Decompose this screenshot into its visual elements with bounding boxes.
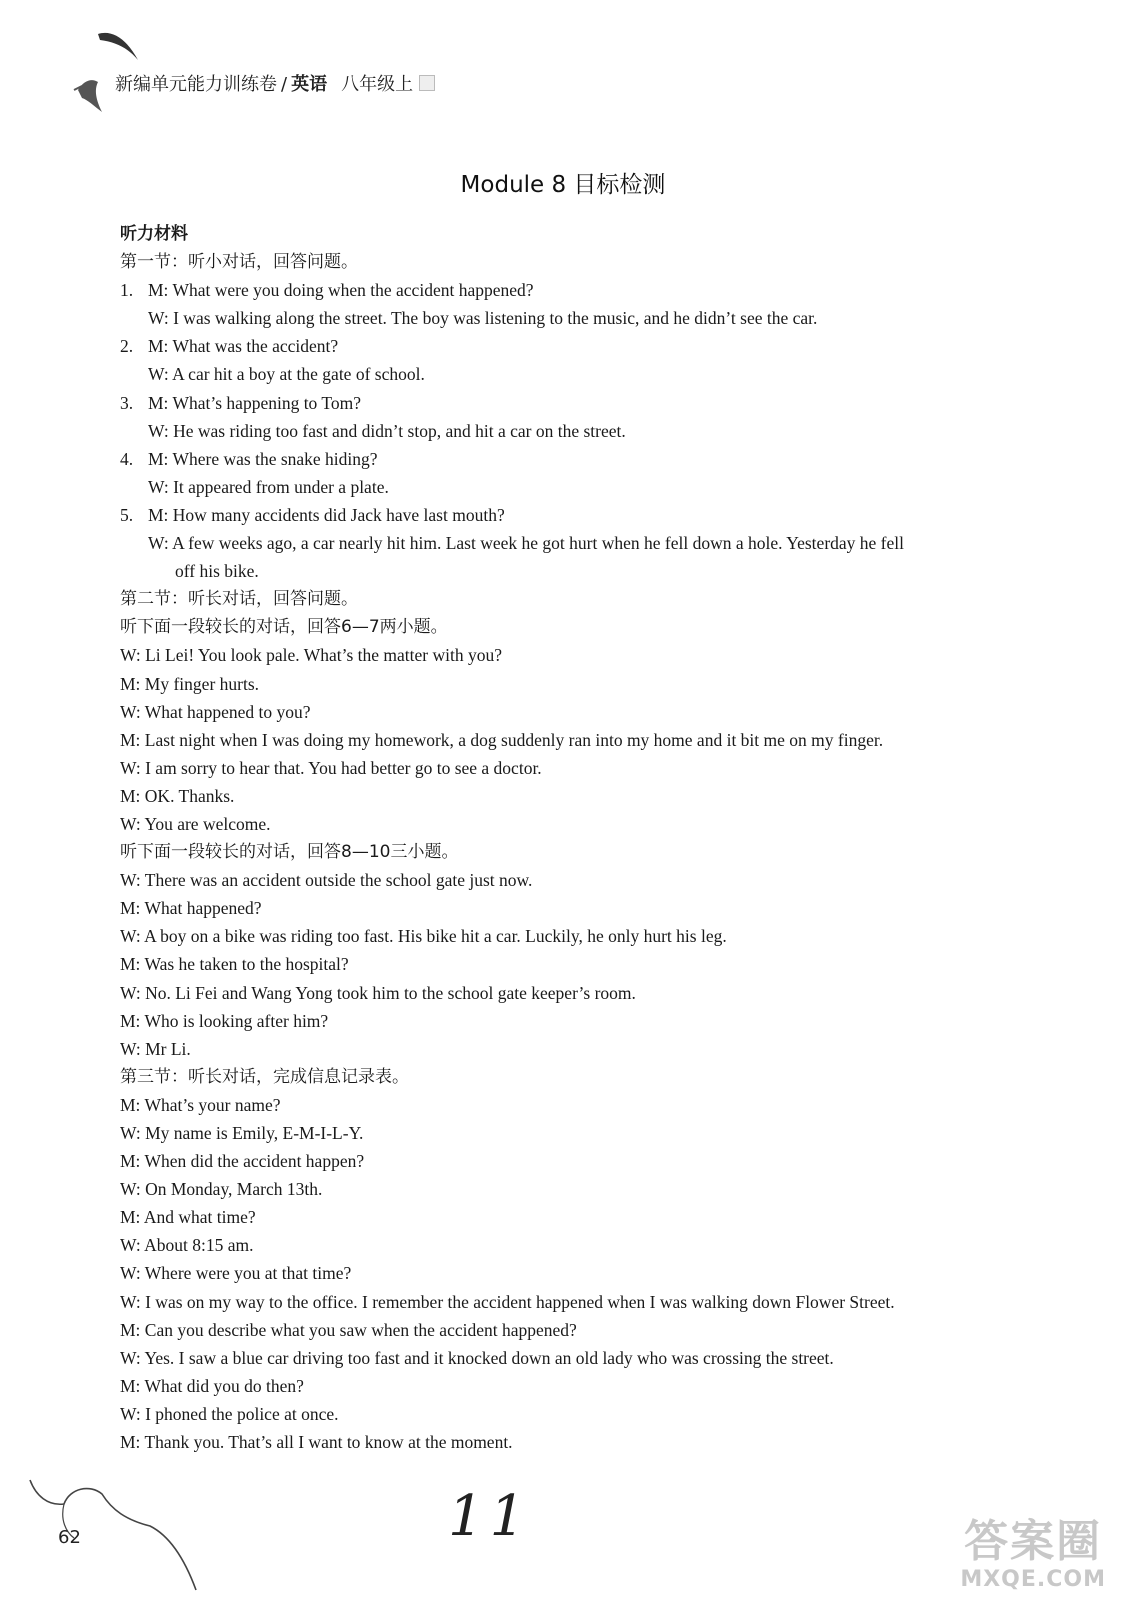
subject: 英语: [291, 74, 328, 95]
section-2-label: 第二节：听长对话，回答问题。: [120, 589, 358, 610]
dialogue-line: W: I was on my way to the office. I remember the accident happened when I was walking down Flower Street.: [120, 1291, 895, 1312]
dialogue-line: 4. M: Where was the snake hiding?: [120, 445, 1050, 473]
dialogue-line: W: Li Lei! You look pale. What’s the matter with you?: [120, 645, 503, 666]
section-heading: 听力材料: [120, 224, 188, 244]
dialogue-line: off his bike.: [175, 561, 259, 582]
question-number: 5.: [120, 504, 134, 525]
grade: 八年级上: [341, 74, 414, 95]
dialogue-line: M: Can you describe what you saw when the accident happened?: [120, 1319, 577, 1340]
dialogue-line: W: He was riding too fast and didn’t stop, and hit a car on the street.: [148, 420, 626, 441]
dialogue-line: M: What happened?: [120, 898, 262, 919]
dialogue-line: M: When did the accident happen?: [120, 1151, 365, 1172]
dialogue-line: W: You are welcome.: [120, 813, 271, 834]
dialogue-line: W: It appeared from under a plate.: [148, 476, 389, 497]
dialogue-line: M: And what time?: [120, 1207, 256, 1228]
dialogue-line: W: A car hit a boy at the gate of school.: [148, 364, 425, 385]
dialogue-line: M: My finger hurts.: [120, 673, 260, 694]
watermark-en: MXQE.COM: [960, 1567, 1106, 1592]
dialogue-line: W: Yes. I saw a blue car driving too fast and it knocked down an old lady who was crossing the street.: [120, 1347, 834, 1368]
section-2-instruction: 听下面一段较长的对话，回答6—7两小题。: [120, 617, 448, 638]
question-number: 2.: [120, 336, 134, 357]
dialogue-line: W: There was an accident outside the school gate just now.: [120, 870, 533, 891]
header-text: [115, 70, 435, 96]
page-title: Module 8 目标检测: [460, 172, 666, 198]
dialogue-line: W: No. Li Fei and Wang Yong took him to the school gate keeper’s room.: [120, 982, 636, 1003]
dialogue-line: M: Last night when I was doing my homework, a dog suddenly ran into my home and it bit me on my finger.: [120, 729, 884, 750]
watermark-cn: 答案圈: [964, 1516, 1103, 1567]
dialogue-line: 3. M: What’s happening to Tom?: [120, 389, 1050, 417]
question-number: 1.: [120, 280, 134, 301]
dialogue-line: W: I phoned the police at once.: [120, 1403, 339, 1424]
dialogue-line: M: OK. Thanks.: [120, 785, 235, 806]
listening-material: [120, 220, 1050, 1456]
dialogue-line: M: Was he taken to the hospital?: [120, 954, 349, 975]
section-3-label: 第三节：听长对话，完成信息记录表。: [120, 1066, 409, 1087]
dialogue-line: 2. M: What was the accident?: [120, 332, 1050, 360]
dialogue-line: M: What’s your name?: [120, 1094, 281, 1115]
dialogue-line: W: About 8:15 am.: [120, 1235, 254, 1256]
dialogue-line: W: I was walking along the street. The boy was listening to the music, and he didn’t see the car.: [148, 308, 818, 329]
page-number: 62: [58, 1527, 81, 1548]
page-header: [70, 20, 490, 130]
watermark: [960, 1517, 1106, 1592]
dialogue-line: M: What did you do then?: [120, 1375, 304, 1396]
section-1-label: 第一节：听小对话，回答问题。: [120, 252, 358, 273]
cloud-decoration-icon: [0, 1440, 220, 1600]
dialogue-line: 5. M: How many accidents did Jack have last mouth?: [120, 501, 1050, 529]
dialogue-line: W: Mr Li.: [120, 1038, 191, 1059]
dialogue-line: W: What happened to you?: [120, 701, 311, 722]
dialogue-line: W: I am sorry to hear that. You had better go to see a doctor.: [120, 757, 542, 778]
dialogue-line: 1. M: What were you doing when the accident happened?: [120, 276, 1050, 304]
section-2-instruction: 听下面一段较长的对话，回答8—10三小题。: [120, 842, 459, 863]
dialogue-line: W: My name is Emily, E-M-I-L-Y.: [120, 1123, 364, 1143]
question-number: 4.: [120, 448, 134, 469]
header-box-icon: [419, 75, 435, 91]
dialogue-line: M: Who is looking after him?: [120, 1010, 329, 1031]
dialogue-line: M: Thank you. That’s all I want to know at the moment.: [120, 1432, 513, 1453]
question-number: 3.: [120, 392, 134, 413]
handwritten-mark: 11: [448, 1484, 532, 1549]
book-title: 新编单元能力训练卷: [115, 74, 277, 95]
dialogue-line: W: Where were you at that time?: [120, 1263, 352, 1284]
header-separator: /: [281, 74, 288, 95]
dialogue-line: W: A boy on a bike was riding too fast. His bike hit a car. Luckily, he only hurt his leg.: [120, 926, 727, 947]
dialogue-line: W: A few weeks ago, a car nearly hit him. Last week he got hurt when he fell down a hole. Yesterday he fell: [148, 533, 904, 554]
dialogue-line: W: On Monday, March 13th.: [120, 1179, 323, 1200]
